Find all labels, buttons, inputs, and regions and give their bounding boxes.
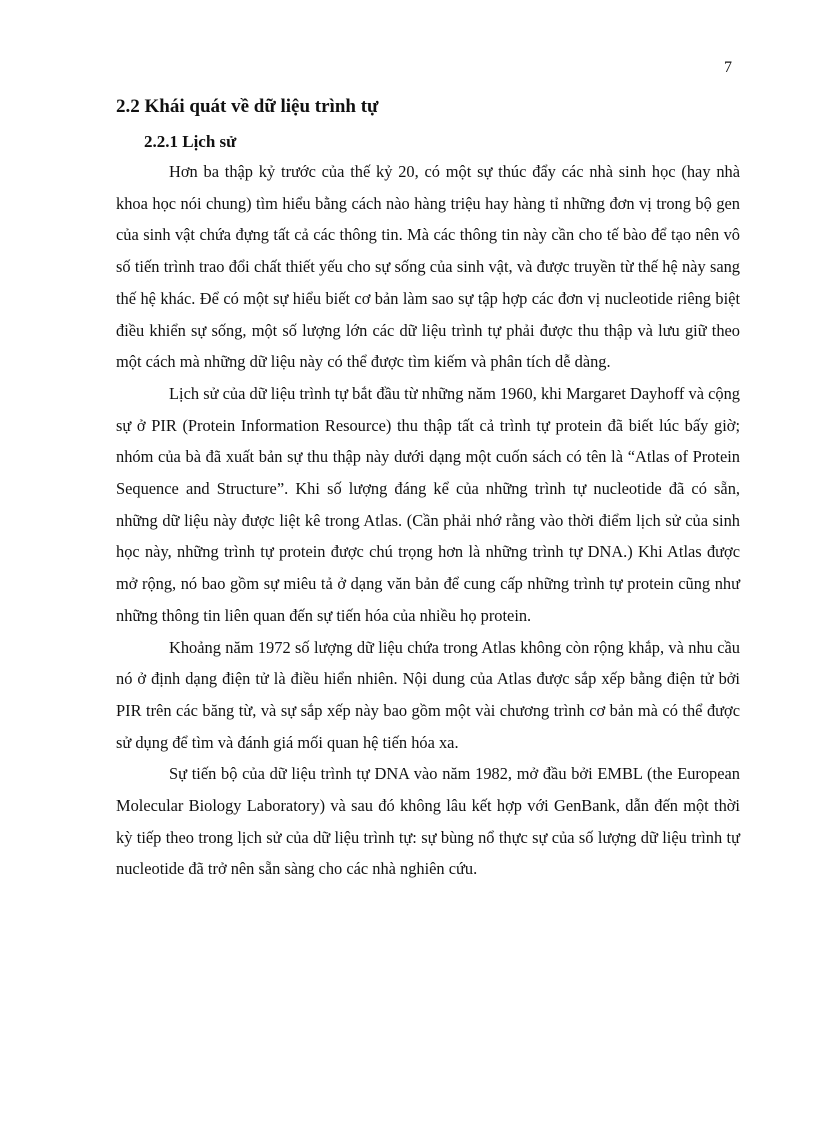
subsection-title: 2.2.1 Lịch sử — [144, 132, 237, 151]
paragraph-dayhoff-atlas: Lịch sử của dữ liệu trình tự bắt đầu từ những năm 1960, khi Margaret Dayhoff và cộng sự ở PIR (Protein Information Resource) thu thập tất cả trình tự protein đã biết lúc bấy giờ; nhóm của bà đã xuất bản sự thu thập này dưới dạng một cuốn sách có tên là “Atlas of Protein Sequence and Structure”. Khi số lượng đáng kể của những trình tự nucleotide đã có sẵn, những dữ liệu này được liệt kê trong Atlas. (Cần phải nhớ rằng vào thời điểm lịch sử của sinh học này, những trình tự protein được chú trọng hơn là những trình tự DNA.) Khi Atlas được mở rộng, nó bao gồm sự miêu tả ở dạng văn bản để cung cấp những trình tự protein cũng như những thông tin liên quan đến sự tiến hóa của nhiều họ protein. — [116, 383, 740, 625]
body-text — [116, 156, 740, 885]
paragraph-history-intro: Hơn ba thập kỷ trước của thế kỷ 20, có một sự thúc đẩy các nhà sinh học (hay nhà khoa học nói chung) tìm hiểu bằng cách nào hàng triệu hay hàng tỉ những đơn vị trong bộ gen của sinh vật chứa đựng tất cả các thông tin. Mà các thông tin này cần cho tế bào để tạo nên vô số tiến trình trao đổi chất thiết yếu cho sự sống của sinh vật, và được truyền từ thế hệ này sang thế hệ khác. Để có một sự hiểu biết cơ bản làm sao sự tập hợp các đơn vị nucleotide riêng biệt điều khiển sự sống, một số lượng lớn các dữ liệu trình tự phải được thu thập và lưu giữ theo một cách mà những dữ liệu này có thể được tìm kiếm và phân tích dễ dàng. — [116, 162, 740, 372]
page-number: 7 — [724, 59, 732, 76]
section-title: 2.2 Khái quát về dữ liệu trình tự — [116, 96, 379, 117]
paragraph-electronic-format: Khoảng năm 1972 số lượng dữ liệu chứa trong Atlas không còn rộng khắp, và nhu cầu nó ở định dạng điện tử là điều hiển nhiên. Nội dung của Atlas được sắp xếp bằng điện tử bởi PIR trên các băng từ, và sự sắp xếp này bao gồm một vài chương trình cơ bản mà có thể được sử dụng để tìm và đánh giá mối quan hệ tiến hóa xa. — [116, 637, 740, 752]
paragraph-dna-databases: Sự tiến bộ của dữ liệu trình tự DNA vào năm 1982, mở đầu bởi EMBL (the European Molecular Biology Laboratory) và sau đó không lâu kết hợp với GenBank, dẫn đến một thời kỳ tiếp theo trong lịch sử của dữ liệu trình tự: sự bùng nổ thực sự của số lượng dữ liệu trình tự nucleotide đã trở nên sẵn sàng cho các nhà nghiên cứu. — [116, 764, 740, 879]
